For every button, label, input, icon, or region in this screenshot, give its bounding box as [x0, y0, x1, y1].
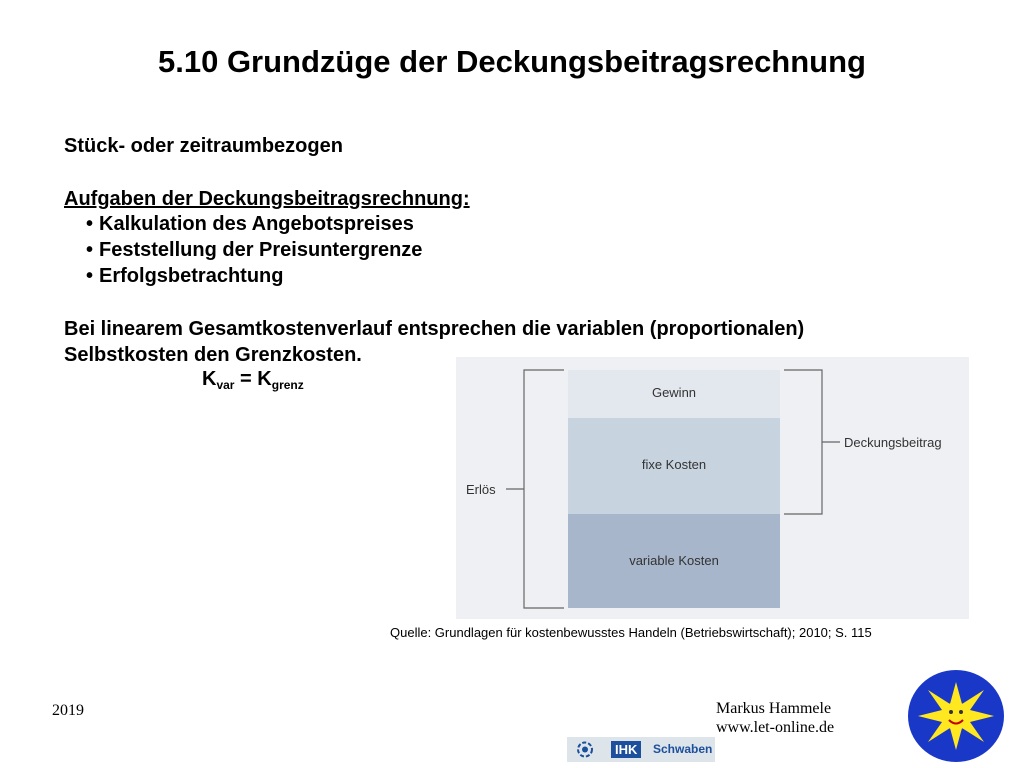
deckungsbeitrag-label: Deckungsbeitrag: [844, 435, 942, 450]
contribution-margin-figure: [456, 357, 969, 619]
formula: [202, 368, 304, 392]
sun-smiley-logo: [906, 668, 1006, 764]
bullet-text: Erfolgsbetrachtung: [99, 265, 284, 287]
formula-sub-grenz: grenz: [271, 378, 304, 392]
slide-title: 5.10 Grundzüge der Deckungsbeitragsrechnung: [158, 44, 866, 79]
footer-author: [716, 699, 834, 737]
contribution-margin-diagram: [456, 357, 969, 619]
formula-k-grenz: K: [257, 368, 272, 390]
intro-line: Stück- oder zeitraumbezogen: [64, 135, 343, 157]
source-citation: Quelle: Grundlagen für kostenbewusstes Handeln (Betriebswirtschaft); 2010; S. 115: [390, 625, 872, 640]
bullet-dot: •: [86, 239, 94, 261]
bullet-text: Kalkulation des Angebotspreises: [99, 213, 414, 235]
ihk-swirl-icon: [575, 740, 605, 759]
bullet-dot: •: [86, 213, 94, 235]
author-name: Markus Hammele: [716, 700, 832, 717]
formula-equals: =: [234, 368, 258, 390]
tasks-heading: Aufgaben der Deckungsbeitragsrechnung:: [64, 188, 470, 210]
ihk-subtitle: Schwaben: [653, 742, 713, 756]
bullet-item: [86, 239, 422, 262]
variable-kosten-label: variable Kosten: [629, 553, 719, 568]
footer-year: 2019: [52, 702, 84, 719]
bullet-item: [86, 265, 283, 288]
bullet-text: Feststellung der Preisuntergrenze: [99, 239, 423, 261]
erloes-label: Erlös: [466, 482, 496, 497]
ihk-label: IHK: [611, 741, 641, 758]
bullet-item: [86, 213, 414, 236]
formula-k-var: K: [202, 368, 217, 390]
author-website[interactable]: www.let-online.de: [716, 719, 835, 736]
fixe-kosten-label: fixe Kosten: [641, 457, 707, 472]
bullet-dot: •: [86, 265, 94, 287]
gewinn-label: Gewinn: [651, 385, 697, 400]
ihk-schwaben-logo: [567, 737, 715, 762]
paragraph-line-2: Selbstkosten den Grenzkosten.: [64, 344, 362, 366]
paragraph-line-1: Bei linearem Gesamtkostenverlauf entsprechen die variablen (proportionalen): [64, 318, 805, 340]
formula-sub-var: var: [216, 378, 235, 392]
